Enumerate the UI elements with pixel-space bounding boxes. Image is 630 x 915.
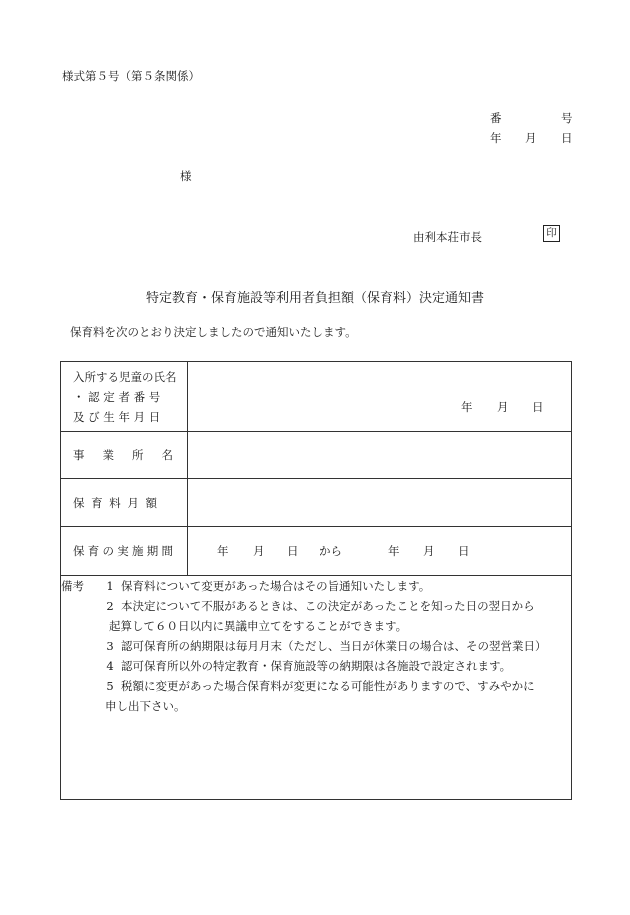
remark-text: 認可保育所以外の特定教育・保育施設等の納期限は各施設で設定されます。 — [121, 659, 512, 673]
child-info-label — [61, 362, 188, 432]
remark-continuation: 起算して６０日以内に異議申立てをすることができます。 — [109, 619, 408, 633]
table-row — [61, 432, 572, 479]
table-row — [61, 362, 572, 432]
monthly-fee-label — [61, 479, 188, 527]
label-char: 保 — [73, 544, 85, 558]
label-char: 実 — [117, 544, 129, 558]
birth-month: 月 — [497, 400, 509, 414]
remark-number: 4 — [106, 659, 114, 673]
period-to-year: 年 — [388, 544, 400, 558]
period-value — [188, 527, 572, 576]
child-info-value — [188, 362, 572, 432]
remarks-section — [61, 576, 572, 800]
birth-day: 日 — [532, 400, 544, 414]
period-from-month: 月 — [253, 544, 265, 558]
remark-text: 保育料について変更があった場合はその旨通知いたします。 — [121, 579, 431, 593]
remarks-heading: 備考 — [61, 579, 84, 593]
period-to-day: 日 — [458, 544, 470, 558]
seal-box: 印 — [543, 225, 560, 242]
monthly-fee-value — [188, 479, 572, 527]
remark-item — [61, 636, 571, 656]
label-char: 保 — [73, 495, 85, 510]
remark-item — [61, 596, 571, 616]
remark-text: 本決定について不服があるときは、この決定があったことを知った日の翌日から — [121, 599, 535, 613]
label-char: 月 — [127, 495, 139, 510]
number-suffix: 号 — [561, 111, 573, 125]
document-title: 特定教育・保育施設等利用者負担額（保育料）決定通知書 — [145, 291, 484, 306]
office-name-label — [61, 432, 188, 479]
period-to-month: 月 — [423, 544, 435, 558]
label-char: 業 — [102, 448, 114, 462]
remark-number: 5 — [106, 679, 114, 693]
remark-item — [61, 676, 571, 696]
label-char: 育 — [91, 495, 103, 510]
birth-year: 年 — [461, 400, 473, 414]
table-row — [61, 479, 572, 527]
label-char: 所 — [132, 448, 144, 462]
period-label — [61, 527, 188, 576]
remark-item — [61, 656, 571, 676]
number-label: 番 — [490, 111, 502, 125]
table-row — [61, 576, 572, 800]
label-char: 額 — [145, 495, 157, 510]
label-char: 事 — [73, 448, 85, 462]
label-line: ・ 認 定 者 番 号 — [73, 389, 161, 404]
label-line: 入所する児童の氏名 — [73, 369, 177, 384]
label-char: 間 — [161, 544, 173, 558]
remark-continuation: 申し出下さい。 — [105, 699, 186, 713]
period-from-year: 年 — [217, 544, 229, 558]
decision-table — [60, 361, 572, 800]
label-char: 名 — [161, 448, 173, 462]
office-name-value — [188, 432, 572, 479]
label-char: 施 — [132, 544, 144, 558]
remark-item — [61, 576, 571, 596]
label-char: の — [102, 544, 114, 558]
period-from-day: 日 — [287, 544, 299, 558]
addressee-suffix: 様 — [180, 169, 192, 183]
issue-date-year: 年 — [490, 131, 502, 145]
table-row — [61, 527, 572, 576]
remark-number: 1 — [106, 579, 114, 593]
form-number: 様式第５号（第５条関係） — [62, 69, 200, 83]
label-char: 期 — [146, 544, 159, 558]
remark-number: 3 — [106, 639, 114, 653]
remark-text: 認可保育所の納期限は毎月月末（ただし、当日が休業日の場合は、その翌営業日） — [121, 639, 547, 653]
remark-text: 税額に変更があった場合保育料が変更になる可能性がありますので、すみやかに — [121, 679, 535, 693]
label-char: 料 — [109, 495, 121, 510]
label-char: 育 — [87, 544, 100, 558]
remark-number: 2 — [106, 599, 114, 613]
label-line: 及 び 生 年 月 日 — [73, 409, 161, 424]
issue-date-month: 月 — [525, 131, 537, 145]
period-from-word: から — [319, 544, 342, 558]
issue-date-day: 日 — [561, 131, 573, 145]
intro-text: 保育料を次のとおり決定しましたので通知いたします。 — [70, 325, 357, 339]
issuer-name: 由利本荘市長 — [413, 230, 482, 244]
